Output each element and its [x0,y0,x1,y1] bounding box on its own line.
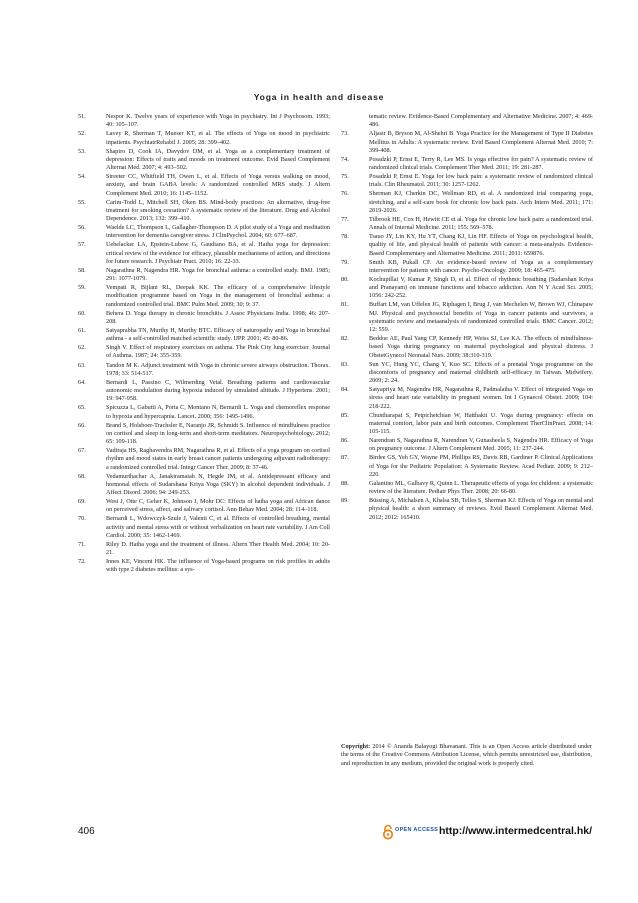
reference-text: Galantino ML, Galbavy R, Quinn L. Therapeutic effects of yoga for children: a systematic review of the literature. Pediatr Phys Ther. 2008; 20: 66-80. [369,479,593,496]
reference-item [78,515,330,540]
reference-item [341,259,593,275]
copyright-label: Copyright: [341,743,371,750]
reference-number: 58. [78,266,86,274]
reference-number: 74. [341,155,349,163]
reference-text: Tsauo JY, Lin KY, Hu YT, Chang KJ, Lin HF. Effects of Yoga on psychological health, quality of life, and physical health of patients with cancer: a meta-analysis. Evidence-Based Complementary and Alternative Medicine. 2011; 2011: 659876. [369,233,593,257]
reference-item [78,284,330,309]
page-number: 406 [78,826,95,837]
reference-item [78,199,330,224]
reference-text: Behera D. Yoga therapy in chronic bronchitis. J Assoc Physicians India. 1998; 46: 207-208. [106,309,330,325]
reference-item [341,301,593,334]
reference-text: Buffart LM, van Uffelen JG, Riphagen I, Brug J, van Mechelen W, Brown WJ, Chinapaw MJ. Physical and psychosocial benefits of Yoga in cancer patients and survivors, a systematic review and metaanalysis of randomized controlled trials. BMC Cancer. 2012; 12: 559. [369,301,593,334]
references-right-column [341,113,593,523]
reference-text: Beddoe AE, Paul Yang CP, Kennedy HP, Weiss SJ, Lee KA. The effects of mindfulness-based Yoga during pregnancy on maternal psychological and physical distress. J ObstetGynecol Neonatal Nurs. 2009; 38:310-319. [369,335,593,359]
reference-number: 81. [341,301,349,309]
reference-number: 61. [78,326,86,334]
reference-text: Innes KE, Vincent HK. The influence of Yoga-based programs on risk profiles in adults with type 2 diabetes mellitus: a sys- [106,558,330,574]
reference-item [78,404,330,420]
reference-text: Posadzki P, Ernst E, Terry R, Lee MS. Is yoga effective for pain? A systematic review of randomized clinical trials. Complement Ther Med. 2011; 19: 281-287. [369,155,593,171]
open-access-lock-icon [381,824,395,840]
reference-item [78,148,330,173]
reference-item [78,344,330,360]
references-left-column [78,113,330,576]
reference-text: Nagarathna R, Nagendra HR. Yoga for bronchial asthma: a controlled study. BMJ. 1985; 291: 1077-1079. [106,266,330,283]
reference-number: 53. [78,147,86,155]
reference-item [78,498,330,514]
reference-number: 51. [78,113,86,120]
reference-item [341,276,593,301]
reference-item [78,224,330,240]
reference-number: 83. [341,360,349,368]
reference-text: Tilbrook HE, Cox H, Hewitt CE et al. Yoga for chronic low back pain: a randomized trial. Annals of Internal Medicine. 2011; 155: 569–578. [369,215,593,232]
reference-number: 75. [341,173,349,181]
reference-number: 77. [341,215,349,223]
reference-number: 69. [78,498,86,506]
reference-item [341,113,593,129]
reference-number: 57. [78,241,86,249]
reference-text: Posadzki P, Ernst E. Yoga for low back pain: a systematic review of randomized clinical trials. Clin Rheumatol. 2011; 30: 1257-1262. [369,173,593,189]
reference-number: 67. [78,447,86,455]
reference-item [78,541,330,557]
reference-number: 59. [78,284,86,292]
copyright-notice [341,743,592,768]
reference-number: 87. [341,454,349,462]
reference-text: Birdee GS, Yeh GY, Wayne PM, Phillips RS, Davis RB, Gardiner P. Clinical Applications of Yoga for the Pediatric Population: A Systematic Review. Acad Pediatr. 2009; 9: 212–220. [369,454,593,478]
reference-item [78,558,330,574]
reference-text: Chuntharapat S, Petpichetchian W, Hatthakit U. Yoga during pregnancy: effects on maternal comfort, labor pain and birth outcomes. Complement TherClinPract. 2008; 14: 105-115. [369,411,593,436]
reference-text: Streeter CC, Whitfield TH, Owen L, et al. Effects of Yoga versus walking on mood, anxiety, and brain GABA levels: A randomized controlled MRS study. J Altern Complement Med. 2010; 16: 1145–1152. [106,173,330,197]
reference-text: Aljasir B, Bryson M, Al-Shehri B. Yoga Practice for the Management of Type II Diabetes Mellitus in Adults: A systematic review. Evid Based Complement Alternat Med. 2010; 7: 399-408. [369,130,593,154]
reference-number: 55. [78,198,86,206]
reference-text: Vadiraja HS, Raghavendra RM, Nagarathna R, et al. Effects of a yoga program on cortisol rhythm and mood states in early breast cancer patients undergoing adjuvant radiotherapy: a randomized controlled trial. Integr Cancer Ther. 2009; 8: 37-46. [106,447,330,471]
reference-number: 88. [341,479,349,487]
reference-item [78,130,330,146]
reference-number: 68. [78,472,86,480]
reference-item [341,130,593,155]
reference-item [341,386,593,411]
reference-text: Büssing A, Michalsen A, Khalsa SB, Telles S, Sherman KJ. Effects of Yoga on mental and physical health: a short summary of reviews. Evid Based Complement Alternat Med. 2012; 2012: 165410. [369,497,593,521]
reference-item [78,422,330,447]
reference-text: West J, Otte C, Geher K, Johnson J, Mohr DC: Effects of hatha yoga and African dance on perceived stress, affect, and salivary cortisol. Ann Behav Med. 2004; 28: 114–118. [106,498,330,514]
reference-item [341,497,593,522]
reference-item [341,216,593,232]
reference-item [341,437,593,453]
reference-number: 71. [78,540,86,548]
reference-number: 70. [78,515,86,523]
reference-number: 80. [341,275,349,283]
reference-number: 65. [78,404,86,412]
reference-text: Sun YC, Hung YC, Chang Y, Kuo SC. Effects of a prenatal Yoga programme on the discomforts of pregnancy and maternal childbirth self-efficacy in Taiwan. Midwifery. 2009; 2: 24. [369,360,593,385]
reference-item [78,310,330,326]
reference-text: Bernardi L, Passino C, Wilmerding Vetal. Breathing patterns and cardiovascular autonomic modulation during hypoxia induced by simulated altitude. J Hypertens. 2001; 19: 947-958. [106,378,330,403]
reference-number: 82. [341,335,349,343]
reference-text: Uebelacker LA, Epstein-Lubow G, Gaudiano BA, et al. Hatha yoga for depression: critical review of the evidence for efficacy, plausible mechanisms of action, and directions for future research. J Psychiatr Pract. 2010; 16: 22-33. [106,241,330,265]
reference-item [78,241,330,266]
reference-text: Smith KB, Pukall CF. An evidence-based review of Yoga as a complementary intervention for patients with cancer. Psycho-Oncology. 2009; 18: 465-475. [369,258,593,274]
reference-number: 76. [341,190,349,198]
reference-text: Singh V. Effect of respiratory exercises on asthma. The Pink City lung exerciser. Journal of Asthma. 1987; 24: 355-359. [106,344,330,360]
reference-number: 66. [78,421,86,429]
reference-item [78,267,330,283]
page-running-title: Yoga in health and disease [253,92,385,102]
reference-text: tematic review. Evidence-Based Complementary and Alternative Medicine. 2007; 4: 469-486. [369,113,593,129]
reference-text: Waelde LC, Thompson L, Gallagher-Thompson D. A pilot study of a Yoga and meditation intervention for dementia caregiver stress. J ClinPsychol. 2004; 60: 677–687. [106,224,330,240]
reference-number: 64. [78,378,86,386]
reference-text: Brand S, Holsboer-Trachsler E, Naranjo JR, Schmidt S. Influence of mindfulness practice on cortisol and sleep in long-term and short-term meditators. Neuropsychobiology. 2012; 65: 109-118. [106,421,330,446]
reference-text: Spicuzza L, Gabutti A, Porta C, Montano N, Bernardi L. Yoga and chemoreflex response to hypoxia and hypercapnia. Lancet. 2000; 356: 1495-1496. [106,404,330,420]
reference-item [341,190,593,215]
reference-text: Bernardi L, Wdowczyk-Szule J, Valenti C, et al. Effects of controlled breathing, mental activity and mental stress with or without verbalization on heart rate variability. J Am Coll Cardiol. 2000; 35: 1462-1469. [106,515,330,539]
copyright-text: 2014 © Ananda Balayogi Bhavanani. This is an Open Access article distributed under the terms of the Creative Commons Attribution License, which permits unrestricted use, distribution, and reproduction in any medium, provided the original work is properly cited. [341,743,592,767]
reference-text: Satyapriya M, Nagendra HR, Nagarathna R, Padmalatha V. Effect of integrated Yoga on stress and heart rate variability in pregnant women. Int J Gynaecol Obstet. 2009; 104: 218-222. [369,386,593,410]
reference-item [78,327,330,343]
reference-number: 54. [78,173,86,181]
reference-number: 85. [341,411,349,419]
reference-number: 60. [78,309,86,317]
reference-text: Lavey R, Sherman T, Mueser KT, et al. The effects of Yoga on mood in psychiatric inpatients. PsychiatrRehabil J. 2005; 28: 399–402. [106,130,330,146]
reference-number: 73. [341,130,349,138]
reference-text: Kochupillai V, Kumar P, Singh D, et al. Effect of rhythmic breathing (Sudarshan Kriya and Pranayam) on immune functions and tobacco addiction. Ann N Y Acad Sci. 2005; 1056: 242-252. [369,275,593,300]
reference-number: 86. [341,437,349,445]
reference-item [78,113,330,129]
reference-item [341,173,593,189]
reference-text: Carim-Todd L, Mitchell SH, Oken BS. Mind-body practices: An alternative, drug-free treatment for smoking cessation? A systematic review of the literature. Drug and Alcohol Dependence. 2013; 132: 399–410. [106,198,330,222]
reference-text: Nespor K. Twelve years of experience with Yoga in psychiatry. Int J Psychosom. 1993; 40: 105–107. [106,113,330,129]
reference-item [78,473,330,498]
reference-item [78,379,330,404]
reference-number: 78. [341,233,349,241]
reference-text: Satyaprabha TN, Murthy H, Murthy BTC. Efficacy of naturopathy and Yoga in bronchial asthma - a self-controlled matched scientific study. IJPP. 2001; 45: 80-86. [106,326,330,343]
reference-number: 52. [78,130,86,138]
reference-item [341,480,593,496]
reference-text: Vedamurthachar A, Janakiramaiah N, Hegde JM, et al. Antidepressant efficacy and hormonal effects of Sudarshana Kriya Yoga (SKY) in alcohol dependent individuals. J Affect Disord. 2006; 94: 249-253. [106,472,330,497]
reference-number: 84. [341,386,349,394]
reference-text: Narendran S, Nagarathna R, Narendran V, Gunasheela S, Nagendra HR. Efficacy of Yoga on pregnancy outcome. J Altern Complement Med. 2005; 11: 237-244. [369,437,593,453]
reference-number: 79. [341,258,349,266]
reference-number [341,113,369,129]
reference-text: Shapiro D, Cook IA, Davydov DM, et al. Yoga as a complementary treatment of depression: Effects of traits and moods on treatment outcome. Evid Based Complement Alternat Med. 2007; 4: 493–502. [106,147,330,171]
reference-number: 72. [78,558,86,566]
reference-number: 56. [78,224,86,232]
reference-item [341,361,593,386]
journal-url-link[interactable]: http://www.intermedcentral.hk/ [438,825,592,837]
reference-item [78,173,330,198]
reference-item [341,412,593,437]
reference-item [341,156,593,172]
reference-number: 89. [341,497,349,505]
reference-number: 62. [78,344,86,352]
reference-item [341,233,593,258]
reference-text: Sherman KJ, Cherkin DC, Wellman RD, et al. A randomized trial comparing yoga, stretching, and a self-care book for chronic low back pain. Arch Intern Med. 2011; 171: 2019-2026. [369,190,593,214]
reference-text: Riley D. Hatha yoga and the treatment of illness. Altern Ther Health Med. 2004; 10: 20-21. [106,540,330,557]
reference-item [341,335,593,360]
reference-item [78,447,330,472]
open-access-logo-text: OPEN ACCESS [395,827,439,833]
page-footer [78,824,592,840]
reference-item [78,362,330,378]
reference-item [341,454,593,479]
reference-text: Vempati R, Bijlani RL, Deepak KK. The efficacy of a comprehensive lifestyle modification programme based on Yoga in the management of bronchial asthma: a randomized controlled trial. BMC Pulm Med. 2009; 30; 9: 37. [106,284,330,308]
reference-text: Tandon M K. Adjunct treatment with Yoga in chronic severe airways obstruction. Thorax. 1978; 33: 514-517. [106,361,330,377]
reference-number: 63. [78,361,86,369]
